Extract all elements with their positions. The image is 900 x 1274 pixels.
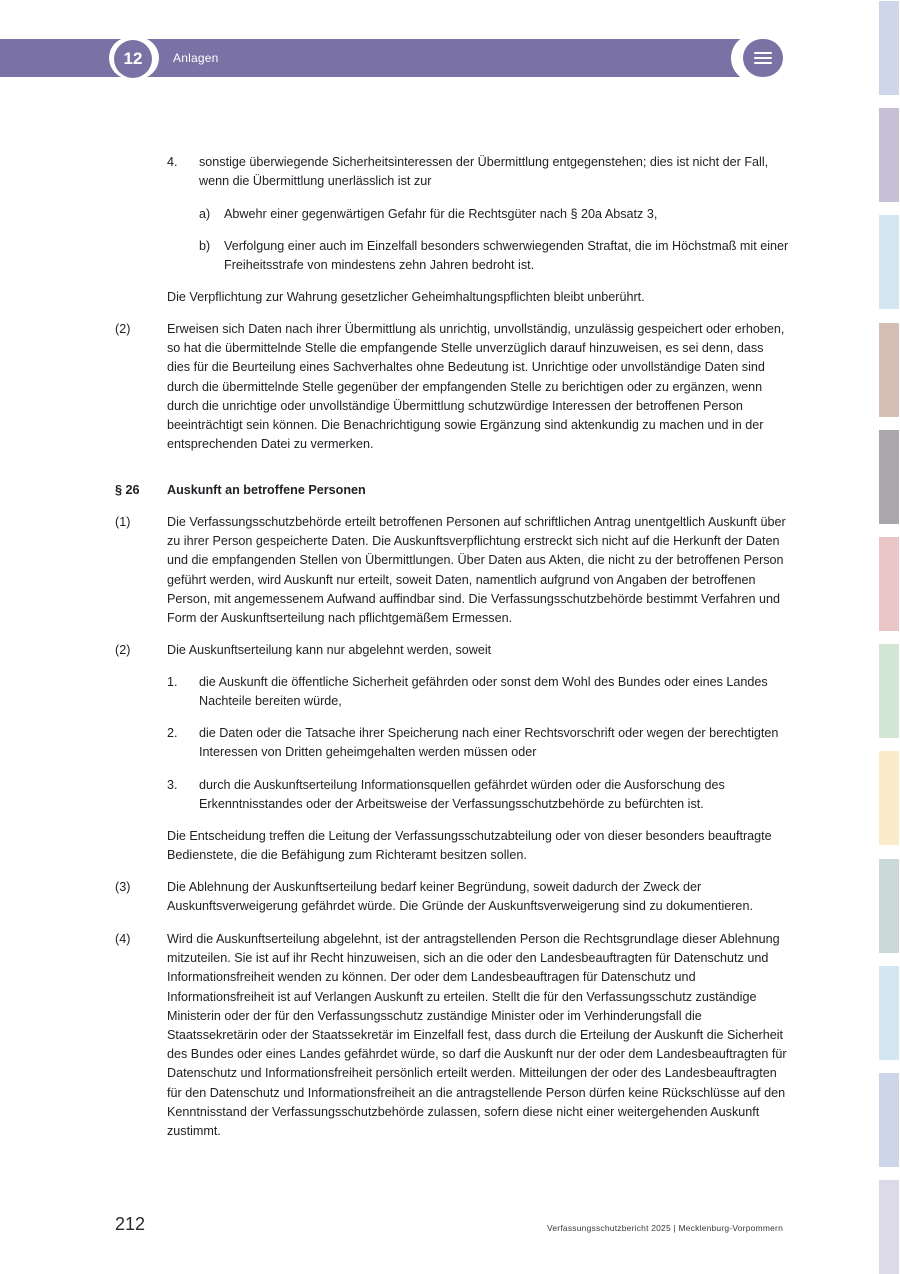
paragraph-label: (2) [115, 322, 131, 336]
chapter-number: 12 [114, 40, 152, 78]
sub-list-item-a: Abwehr einer gegenwärtigen Gefahr für die Rechtsgüter nach § 20a Absatz 3, [224, 207, 658, 221]
section-title: Auskunft an betroffene Personen [167, 483, 366, 497]
list-item-1: die Auskunft die öffentliche Sicherheit gefährden oder sonst dem Wohl des Bundes oder eines Landes Nachteile bereiten würde, [199, 675, 768, 709]
page-number: 212 [115, 1214, 146, 1234]
chapter-tab[interactable] [879, 323, 899, 417]
section-26-paragraph-2: Die Auskunftserteilung kann nur abgelehnt werden, soweit [167, 643, 492, 657]
decision-note: Die Entscheidung treffen die Leitung der Verfassungsschutzabteilung oder von dieser besonders beauftragte Bedienstete, die die Befähigung zum Richteramt besitzen sollen. [167, 829, 772, 863]
hamburger-icon-line [754, 62, 772, 64]
list-item-4: sonstige überwiegende Sicherheitsinteressen der Übermittlung entgegenstehen; dies ist nicht der Fall, wenn die Übermittlung unerlässlich ist zur [199, 155, 769, 189]
section-26-paragraph-1: Die Verfassungsschutzbehörde erteilt betroffenen Personen auf schriftlichen Antrag unentgeltlich Auskunft über zu ihrer Person gespeicherte Daten. Die Auskunftsverpflichtung erstreckt sich nicht auf die Herkunft der Daten und die empfangenden Stellen von Übermittlungen. Über Daten aus Akten, die nicht zu der betroffenen Person geführt werden, wird Auskunft nur erteilt, soweit Daten, namentlich aufgrund von Angaben der betroffenen Person, mit angemessenem Aufwand auffindbar sind. Die Verfassungsschutzbehörde bestimmt Verfahren und Form der Auskunftserteilung nach pflichtgemäßem Ermessen. [167, 515, 786, 626]
paragraph-label: (3) [115, 880, 131, 894]
paragraph-2: Erweisen sich Daten nach ihrer Übermittlung als unrichtig, unvollständig, unzulässig gespeichert oder erhoben, so hat die übermittelnde Stelle die empfangende Stelle unverzüglich darauf hinzuweisen, es sei denn, dass dies für die Beurteilung eines Sachverhaltes ohne Bedeutung ist. Unrichtige oder unvollständige Daten sind durch die übermittelnde Stelle gegenüber der empfangenden Stelle zu berichtigen oder zu ergänzen, wenn durch die unrichtige oder unvollständige Übermittlung schutzwürdige Interessen der betroffenen Person beeinträchtigt sein können. Die Benachrichtigung sowie Ergänzung sind aktenkundig zu machen und in der entsprechenden Datei zu vermerken. [167, 322, 785, 452]
secrecy-note: Die Verpflichtung zur Wahrung gesetzlicher Geheimhaltungspflichten bleibt unberührt. [167, 290, 645, 304]
sub-list-item-b: Verfolgung einer auch im Einzelfall besonders schwerwiegenden Straftat, die im Höchstmaß mit einer Freiheitsstrafe von mindestens zehn Jahren bedroht ist. [224, 239, 789, 273]
chapter-tab[interactable] [879, 966, 899, 1060]
list-label: 4. [167, 155, 178, 169]
list-item-2: die Daten oder die Tatsache ihrer Speicherung nach einer Rechtsvorschrift oder wegen der berechtigten Interessen von Dritten geheimgehalten werden müssen oder [199, 726, 779, 760]
paragraph-label: (4) [115, 932, 131, 946]
list-label: 1. [167, 675, 178, 689]
paragraph-label: (2) [115, 643, 131, 657]
hamburger-icon-line [754, 52, 772, 54]
paragraph-label: (1) [115, 515, 131, 529]
list-label: 2. [167, 726, 178, 740]
hamburger-icon-line [754, 57, 772, 59]
sub-list-label: a) [199, 207, 211, 221]
chapter-tab[interactable] [879, 430, 899, 524]
chapter-badge [109, 37, 159, 79]
chapter-tab[interactable] [879, 859, 899, 953]
chapter-tab[interactable] [879, 215, 899, 309]
menu-button[interactable] [743, 39, 783, 77]
section-number: § 26 [115, 483, 140, 497]
section-26-paragraph-3: Die Ablehnung der Auskunftserteilung bedarf keiner Begründung, soweit dadurch der Zweck der Auskunftsverweigerung gefährdet würde. Die Gründe der Auskunftsverweigerung sind zu dokumentieren. [167, 880, 753, 914]
publication-footer: Verfassungsschutzbericht 2025 | Mecklenburg-Vorpommern [546, 1223, 783, 1233]
list-item-3: durch die Auskunftserteilung Informationsquellen gefährdet würden oder die Ausforschung des Erkenntnisstandes oder der Arbeitsweise der Verfassungsschutzbehörde zu befürchten ist. [199, 778, 725, 812]
sub-list-label: b) [199, 239, 211, 253]
section-26-paragraph-4: Wird die Auskunftserteilung abgelehnt, ist der antragstellenden Person die Rechtsgrundlage dieser Ablehnung mitzuteilen. Sie ist auf ihr Recht hinzuweisen, sich an die oder den Landesbeauftragten für Datenschutz und Informationsfreiheit wenden zu können. Der oder dem Landesbeauftragen für Datenschutz und Informationsfreiheit ist auf Verlangen Auskunft zu erteilen. Stellt die für den Verfassungsschutz zuständige Ministerin oder der für den Verfassungsschutz zuständige Minister oder im Verhinderungsfall die Staatssekretärin oder der Staatssekretär im Einzelfall fest, dass durch die Erteilung der Auskunft die Sicherheit des Bundes oder eines Landes gefährdet würde, so darf die Auskunft nur der oder dem Landesbeauftragten für Datenschutz und Informationsfreiheit persönlich erteilt werden. Mitteilungen der oder des Landesbeauftragten für den Datenschutz und Informationsfreiheit an die antragstellende Person dürfen keine Rückschlüsse auf den Kenntnisstand der Verfassungsschutzbehörde zulassen, sofern diese nicht einer weitergehenden Auskunft zustimmt. [167, 932, 787, 1139]
chapter-tab[interactable] [879, 1073, 899, 1167]
chapter-tab[interactable] [879, 644, 899, 738]
chapter-tab[interactable] [879, 108, 899, 202]
chapter-tab[interactable] [879, 1, 899, 95]
chapter-tab[interactable] [879, 1180, 899, 1274]
chapter-title: Anlagen [173, 51, 219, 65]
chapter-tab[interactable] [879, 751, 899, 845]
list-label: 3. [167, 778, 178, 792]
chapter-tab[interactable] [879, 537, 899, 631]
